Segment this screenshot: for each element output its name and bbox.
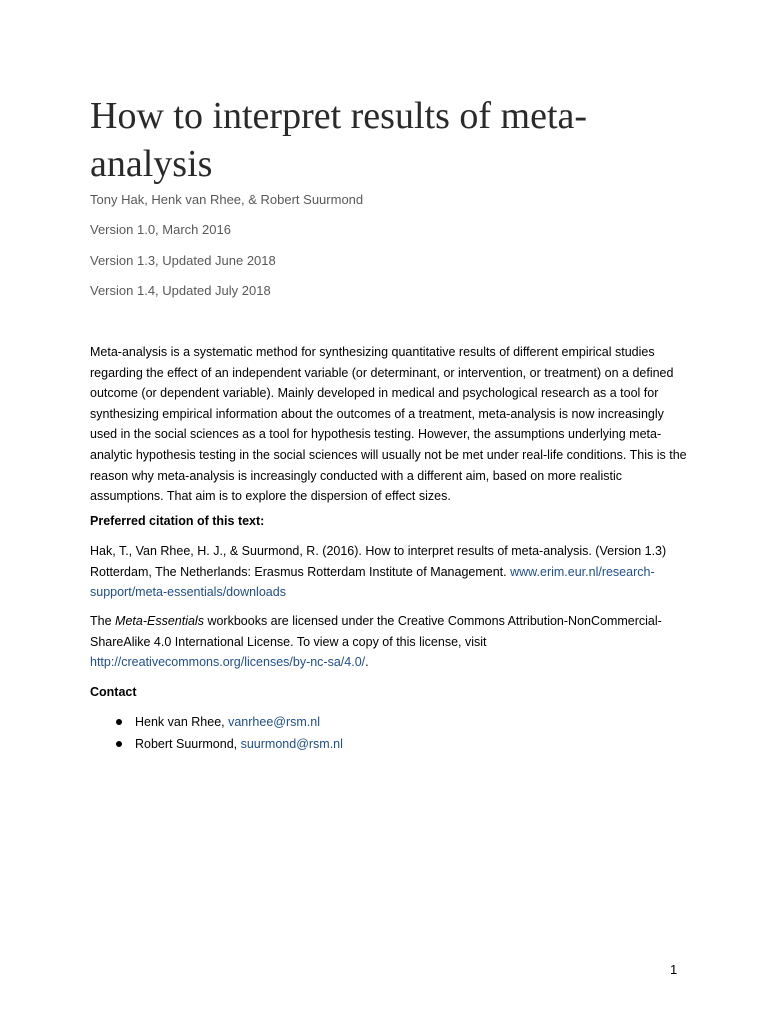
version-line-2: Version 1.3, Updated June 2018	[90, 253, 276, 268]
contact-email[interactable]: vanrhee@rsm.nl	[228, 715, 320, 729]
contact-email[interactable]: suurmond@rsm.nl	[240, 737, 343, 751]
citation-paragraph	[90, 541, 690, 603]
citation-heading: Preferred citation of this text:	[90, 514, 265, 528]
contact-list	[90, 712, 690, 756]
contact-name: Henk van Rhee,	[135, 715, 229, 729]
list-item	[90, 734, 690, 756]
list-item	[90, 712, 690, 734]
citation-text: Hak, T., Van Rhee, H. J., & Suurmond, R. (2016). How to interpret results of meta-analysis. (Version 1.3) Rotterdam, The Netherlands: Erasmus Rotterdam Institute of Management.	[90, 544, 667, 579]
license-text: workbooks are licensed under the Creative Commons Attribution-NonCommercial-ShareAlike 4.0 International License. To view a copy of this license, visit	[90, 614, 662, 649]
contact-name: Robert Suurmond,	[135, 737, 241, 751]
contact-heading: Contact	[90, 685, 137, 699]
version-line-1: Version 1.0, March 2016	[90, 222, 231, 237]
license-end: .	[365, 655, 369, 670]
document-title: How to interpret results of meta-analysis	[90, 95, 588, 185]
license-paragraph	[90, 611, 690, 673]
bullet-icon	[116, 719, 122, 725]
page-number: 1	[670, 962, 678, 977]
version-line-3: Version 1.4, Updated July 2018	[90, 283, 271, 298]
license-link[interactable]: http://creativecommons.org/licenses/by-nc-sa/4.0/	[90, 655, 366, 670]
abstract-paragraph: Meta-analysis is a systematic method for synthesizing quantitative results of different empirical studies regarding the effect of an independent variable (or determinant, or intervention, or treatment) on a defined outcome (or dependent variable). Mainly developed in medical and psychological research as a tool for synthesizing empirical information about the outcomes of a treatment, meta-analysis is now increasingly used in the social sciences as a tool for hypothesis testing. However, the assumptions underlying meta-analytic hypothesis testing in the social sciences will usually not be met under real-life conditions. This is the reason why meta-analysis is increasingly conducted with a different aim, based on more realistic assumptions. That aim is to explore the dispersion of effect sizes.	[90, 345, 687, 504]
license-prefix: The	[90, 614, 112, 628]
authors-line: Tony Hak, Henk van Rhee, & Robert Suurmond	[90, 192, 364, 207]
license-emphasis: Meta-Essentials	[115, 614, 204, 628]
bullet-icon	[116, 741, 122, 747]
citation-link[interactable]: www.erim.eur.nl/research-support/meta-essentials/downloads	[90, 564, 655, 600]
